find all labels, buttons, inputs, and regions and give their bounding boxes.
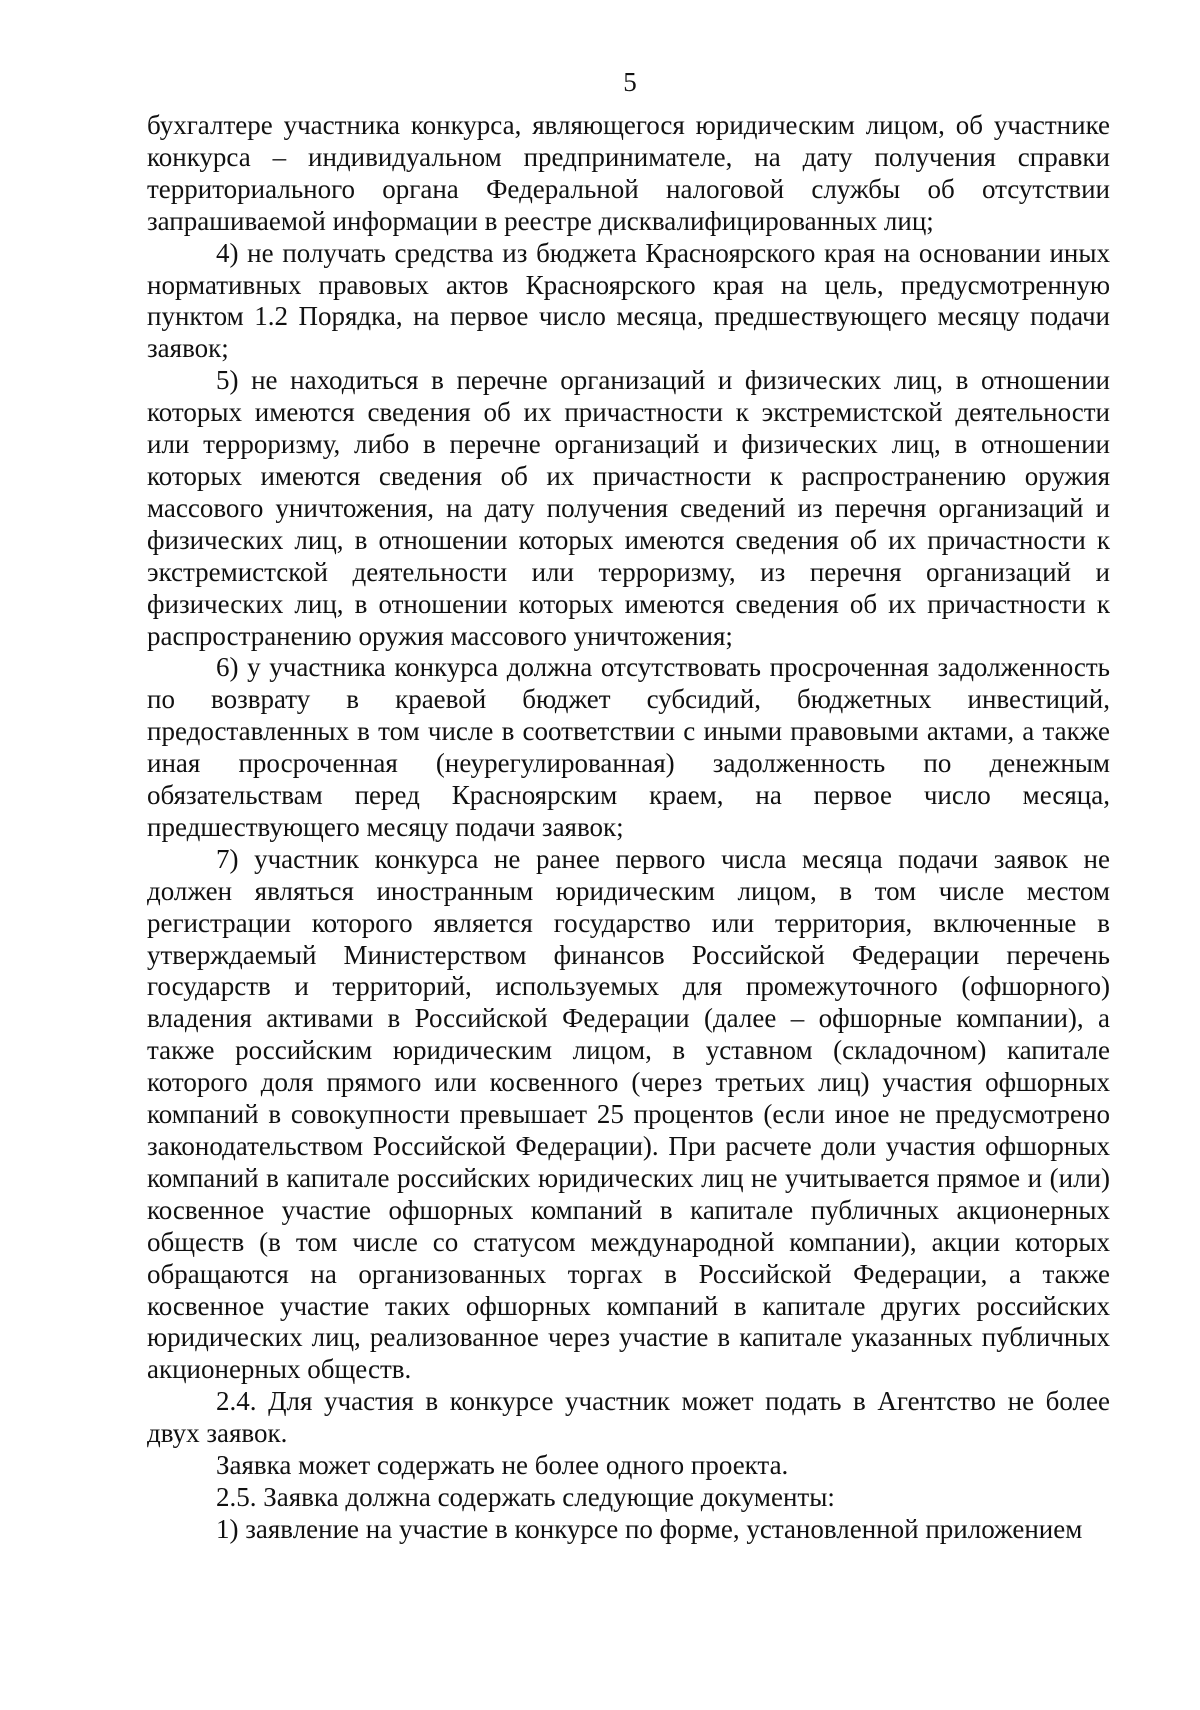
paragraph-item-6: 6) у участника конкурса должна отсутствовать просроченная задолженность по возврату в краевой бюджет субсидий, бюджетных инвестиций, предоставленных в том числе в соответствии с иными правовыми актами, а также иная просроченная (неурегулированная) задолженность по денежным обязательствам перед Красноярским краем, на первое число месяца, предшествующего месяцу подачи заявок;: [147, 652, 1110, 842]
document-body: [147, 110, 1110, 1546]
paragraph-item-5: 5) не находиться в перечне организаций и физических лиц, в отношении которых имеются сведения об их причастности к экстремистской деятельности или терроризму, либо в перечне организаций и физических лиц, в отношении которых имеются сведения об их причастности к распространению оружия массового уничтожения, на дату получения сведений из перечня организаций и физических лиц, в отношении которых имеются сведения об их причастности к экстремистской деятельности или терроризму, из перечня организаций и физических лиц, в отношении которых имеются сведения об их причастности к распространению оружия массового уничтожения;: [147, 365, 1110, 651]
paragraph-item-7: 7) участник конкурса не ранее первого числа месяца подачи заявок не должен являться иностранным юридическим лицом, в том числе местом регистрации которого является государство или территория, включенные в утверждаемый Министерством финансов Российской Федерации перечень государств и территорий, используемых для промежуточного (офшорного) владения активами в Российской Федерации (далее – офшорные компании), а также российским юридическим лицом, в уставном (складочном) капитале которого доля прямого или косвенного (через третьих лиц) участия офшорных компаний в совокупности превышает 25 процентов (если иное не предусмотрено законодательством Российской Федерации). При расчете доли участия офшорных компаний в капитале российских юридических лиц не учитывается прямое и (или) косвенное участие офшорных компаний в капитале публичных акционерных обществ (в том числе со статусом международной компании), акции которых обращаются на организованных торгах в Российской Федерации, а также косвенное участие таких офшорных компаний в капитале других российских юридических лиц, реализованное через участие в капитале указанных публичных акционерных обществ.: [147, 843, 1110, 1385]
paragraph-section-2-4: 2.4. Для участия в конкурсе участник может подать в Агентство не более двух заявок.: [147, 1386, 1110, 1449]
paragraph-item-4: 4) не получать средства из бюджета Красноярского края на основании иных нормативных правовых актов Красноярского края на цель, предусмотренную пунктом 1.2 Порядка, на первое число месяца, предшествующего месяцу подачи заявок;: [147, 237, 1110, 364]
paragraph-section-2-5: 2.5. Заявка должна содержать следующие документы:: [216, 1481, 835, 1512]
paragraph-accountant-info: бухгалтере участника конкурса, являющегося юридическим лицом, об участнике конкурса – индивидуальном предпринимателе, на дату получения справки территориального органа Федеральной налоговой службы об отсутствии запрашиваемой информации в реестре дисквалифицированных лиц;: [147, 110, 1110, 236]
paragraph-one-project: Заявка может содержать не более одного проекта.: [216, 1450, 789, 1481]
page-number: 5: [623, 67, 637, 97]
paragraph-item-1-application: 1) заявление на участие в конкурсе по форме, установленной приложением: [216, 1513, 1083, 1544]
